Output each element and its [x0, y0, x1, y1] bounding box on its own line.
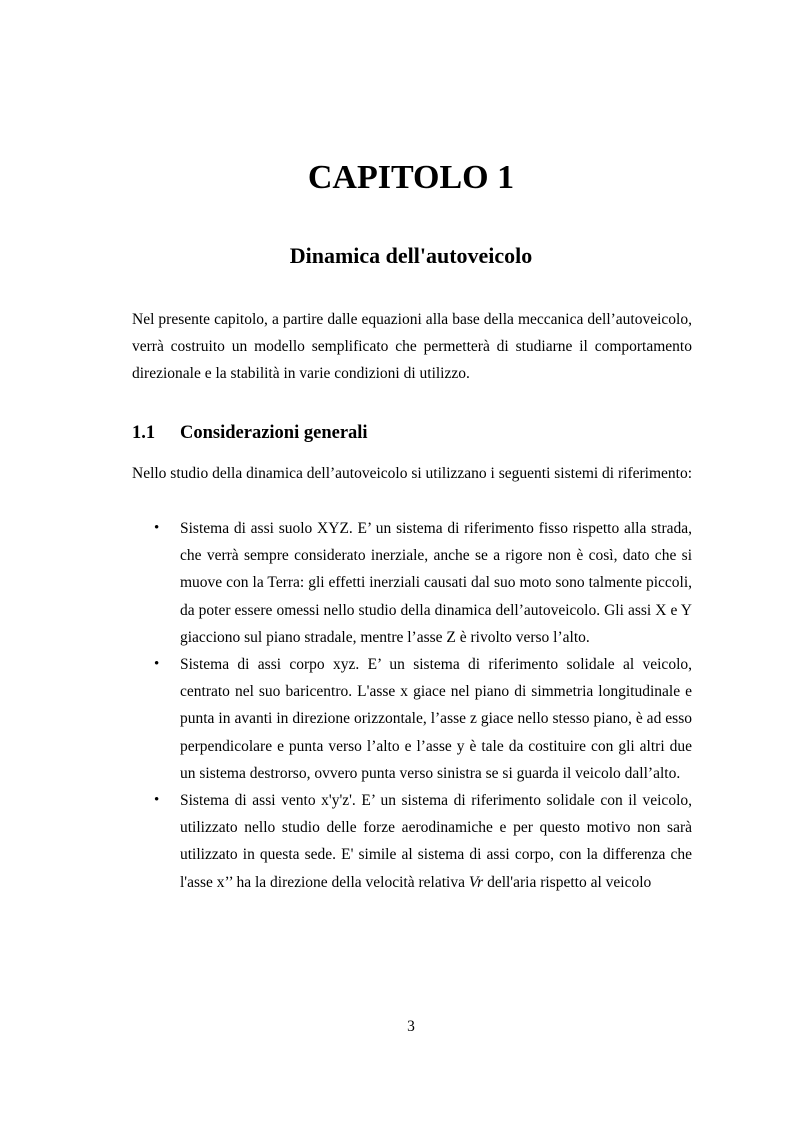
bullet-icon: • [154, 792, 160, 809]
section-intro-paragraph: Nello studio della dinamica dell’autoveicolo si utilizzano i seguenti sistemi di riferimento: [132, 465, 693, 482]
list-item-text: Sistema di assi vento x'y'z'. E’ un sistema di riferimento solidale con il veicolo, utilizzato nello studio delle forze aerodinamiche e per questo motivo non sarà utilizzato in questa sede. E' simile al sistema di assi corpo, con la differenza che l'asse x’’ ha la direzione della velocità relativa [180, 792, 692, 891]
list-item-text-end: dell'aria rispetto al veicolo [483, 873, 652, 891]
velocity-symbol: Vr [468, 873, 484, 891]
chapter-title: CAPITOLO 1 [307, 159, 515, 196]
page-number: 3 [407, 1018, 415, 1035]
reference-systems-list [132, 515, 692, 896]
section-number: 1.1 [132, 423, 156, 443]
intro-paragraph: Nel presente capitolo, a partire dalle equazioni alla base della meccanica dell’autoveicolo, verrà costruito un modello semplificato che permetterà di studiarne il comportamento direzionale e la stabilità in varie condizioni di utilizzo. [132, 311, 692, 383]
chapter-subtitle: Dinamica dell'autoveicolo [289, 243, 533, 268]
section-heading [132, 419, 368, 447]
bullet-icon: • [154, 520, 160, 536]
list-item [132, 787, 692, 896]
list-item [132, 515, 692, 651]
list-item [132, 651, 692, 787]
list-item-text: Sistema di assi corpo xyz. E’ un sistema di riferimento solidale al veicolo, centrato nel suo baricentro. L'asse x giace nel piano di simmetria longitudinale e punta in avanti in direzione orizzontale, l’asse z giace nello stesso piano, è ad esso perpendicolare e punta verso l’alto e l’asse y è tale da costituire con gli altri due un sistema destrorso, ovvero punta verso sinistra se si guarda il veicolo dall’alto. [180, 656, 692, 782]
list-item-text: Sistema di assi suolo XYZ. E’ un sistema di riferimento fisso rispetto alla strada, che verrà sempre considerato inerziale, anche se a rigore non è così, dato che si muove con la Terra: gli effetti inerziali causati dal suo moto sono talmente piccoli, da poter essere omessi nello studio della dinamica dell’autoveicolo. Gli assi X e Y giacciono sul piano stradale, mentre l’asse Z è rivolto verso l’alto. [180, 520, 692, 646]
bullet-icon: • [154, 656, 160, 673]
section-title: Considerazioni generali [180, 423, 368, 443]
